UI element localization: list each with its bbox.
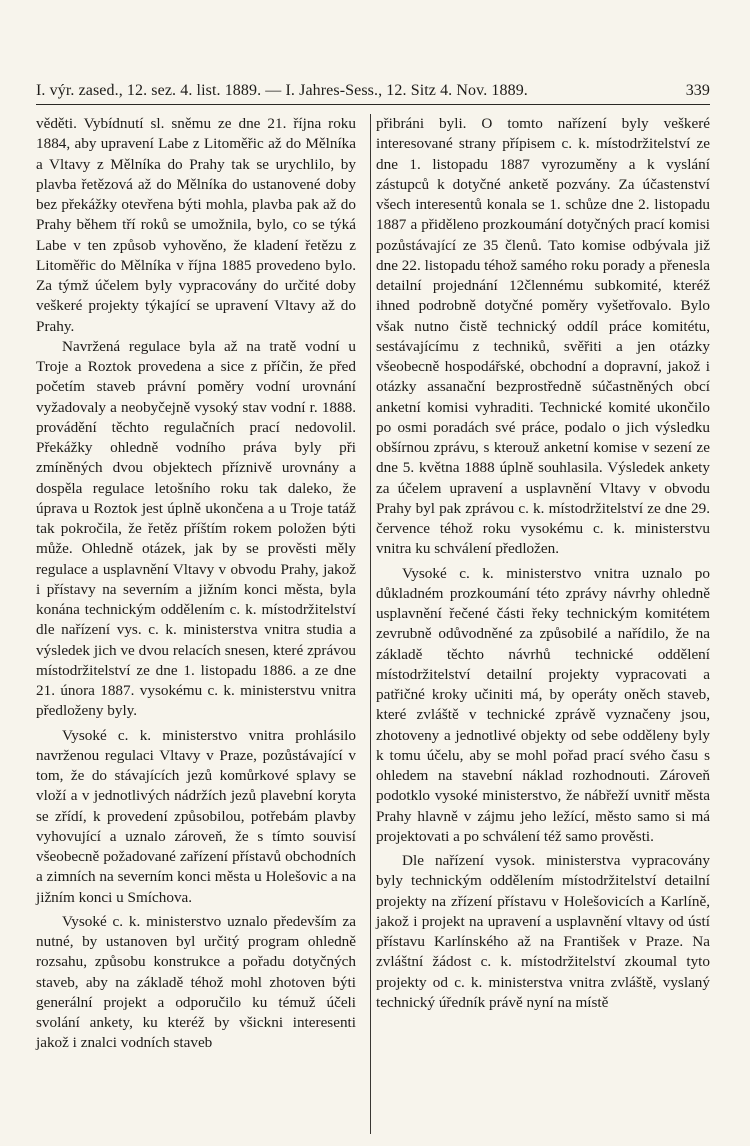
left-column — [36, 114, 356, 1054]
header-rule — [36, 104, 710, 105]
running-title: I. výr. zased., 12. sez. 4. list. 1889. — I. Jahres-Sess., 12. Sitz 4. Nov. 1889. — [36, 82, 528, 99]
paragraph: Vysoké c. k. ministerstvo uznalo především za nutné, by ustanoven byl určitý program ohledně rozsahu, způsobu konstrukce a pořadu dotyčných staveb, aby na základě téhož mohl zhotoven býti generální projekt a odporučilo ku témuž účeli svolání ankety, ku kteréž by všickni interesenti jakož i znalci vodních staveb — [36, 912, 356, 1052]
paragraph: Dle nařízení vysok. ministerstva vypracovány byly technickým oddělením místodržitelství detailní projekty na zřízení přístavu v Holešovicích a Karlíně, jakož i projekt na upravení a usplavnění vltavy od ústí přístavu Karlínského až na František v Praze. Na zvláštní žádost c. k. místodržitelství zkoumal tyto projekty od c. k. ministerstva vnitra zvláště, vyslaný technický úředník právě nyní na místě — [376, 852, 710, 1011]
column-divider — [370, 114, 371, 1134]
paragraph: Vysoké c. k. ministerstvo vnitra prohlásilo navrženou regulaci Vltavy v Praze, pozůstávající v tom, že do stávajících jezů komůrkové splavy se vloží a v jednotlivých nádržích jezů plavební koryta se zřídí, k provedení způsobilou, potřebám plavby vyhovující a uznalo zároveň, že s tímto souvisí všeobecně požadované zařízení přístavů obchodních a zimních na severním konci města u Holešovic a na jižním konci u Smíchova. — [36, 726, 356, 906]
page-number: 339 — [685, 82, 710, 99]
paragraph: přibráni byli. O tomto nařízení byly veškeré interesované strany přípisem c. k. místodržitelství ze dne 1. listopadu 1887 vyrozuměny a k vyslání zástupců k dotyčné anketě pozvány. Za účastenství všech interesentů konala se 1. schůze dne 2. listopadu 1887 a přiděleno prozkoumání dotyčných prací komisi pozůstávající ze 35 členů. Tato komise odbývala již dne 22. listopadu téhož samého roku porady a přenesla detailní projednání 12člennému subkomité, kteréž ihned podrobně dotyčné poměry vyšetřovalo. Bylo však nutno čistě technický oddíl práce komitétu, sestávajícímu z techniků, svěřiti a jen otázky všeobecně hospodářské, obchodní a dopravní, jakož i otázky assanační bezprostředně súčastněných obcí anketní komisi vyhraditi. Technické komité ukončilo po osmi poradách své práce, podalo o jich výsledku obšírnou zprávu, s kterouž anketní komise v sezení ze dne 5. května 1888 úplně souhlasila. Výsledek ankety za účelem upravení a usplavnění Vltavy v obvodu Prahy byl pak zprávou c. k. místodržitelství ze dne 29. července téhož roku vysokému c. k. ministerstvu vnitra ku schválení předložen. — [376, 115, 710, 558]
right-column — [376, 114, 710, 1013]
paragraph: věděti. Vybídnutí sl. sněmu ze dne 21. října roku 1884, aby upravení Labe z Litoměřic až do Mělníka a Vltavy z Mělníka do Prahy tak se urychlilo, by plavba řetězová až do Mělníka do ustanovené doby bez překážky otevřena býti mohla, plavba pak až do Prahy během tří roků se umožnila, bylo, co se týká Labe v ten způsob vyhověno, že kladení řetězu z Litoměřic do Mělníka v října 1885 provedeno bylo. Za týmž účelem byly vypracovány do určité doby veškeré projekty týkající se upravení Vltavy až do Prahy. — [36, 115, 356, 335]
paragraph: Navržená regulace byla až na tratě vodní u Troje a Roztok provedena a sice z příčin, že před početím staveb právní poměry vodní urovnání vyžadovaly a neobyčejně vysoký stav vodní r. 1888. provádění těchto regulačních prací nedovolil. Překážky ohledně vodního práva byly při zmíněných dvou objektech příznivě urovnány a dospěla regulace letošního roku tak daleko, že úprava u Roztok jest úplně ukončena a u Troje tatáž tak pokročila, že řetěz příštím rokem položen býti může. Ohledně otázek, jak by se prověsti měly regulace a usplavnění Vltavy v obvodu Prahy, jakož i přístavy na severním a jižním konci města, byla konána technickým oddělením c. k. místodržitelství dle nařízení vys. c. k. ministerstva vnitra studia a výsledek jich ve dvou relacích snesen, které zprávou místodržitelství ze dne 1. listopadu 1886. a ze dne 21. února 1887. vysokému c. k. ministerstvu vnitra předloženy byly. — [36, 337, 356, 720]
page-header — [36, 74, 710, 100]
paragraph: Vysoké c. k. ministerstvo vnitra uznalo po důkladném prozkoumání této zprávy návrhy ohledně usplavnění řečené části řeky technickým komitétem zevrubně odůvodněné za způsobilé a nařídilo, že na základě těchto návrhů technické oddělení místodržitelství detailní projekty vypracovati a patřičné kroky učiniti má, by operáty oněch staveb, které zvláště v technické zprávě vyznačeny jsou, zhotoveny a jednotlivé objekty od sebe odděleny byly k tomu účelu, aby se mohl pořad prací svého času s ohledem na stavební náklad rozhodnouti. Zároveň podotklo vysoké ministerstvo, že nábřeží uvnitř města Prahy hlavně v zájmu jeho ležící, město samo si má projektovati a po schválení též samo prověsti. — [376, 564, 710, 845]
